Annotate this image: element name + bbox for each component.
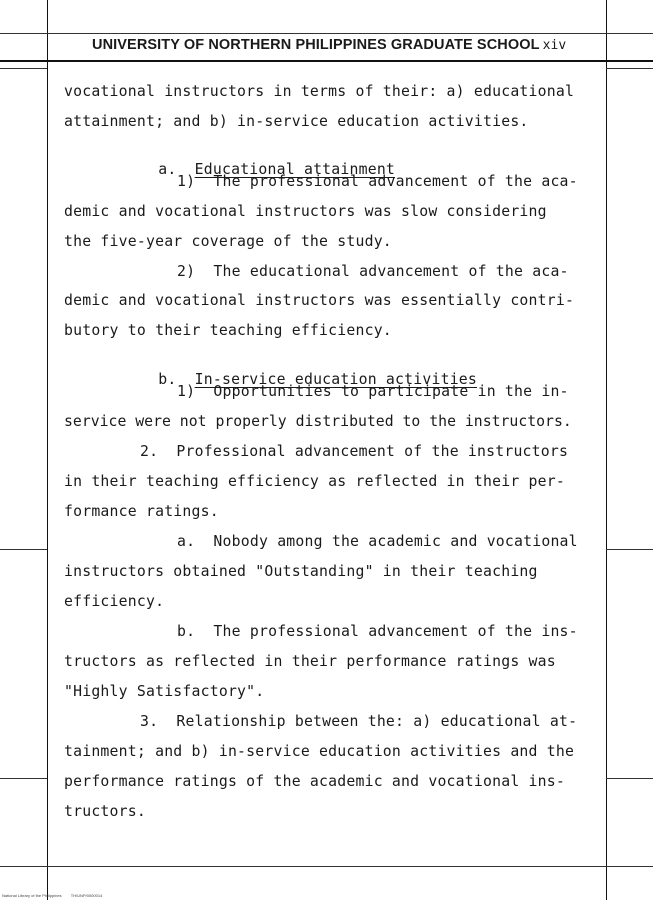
text-line: service were not properly distributed to the instructors.	[64, 413, 572, 430]
text-line: 3. Relationship between the: a) educational at-	[140, 713, 578, 730]
text-line: 2. Professional advancement of the instructors	[140, 443, 569, 460]
scan-credit	[2, 893, 102, 898]
text-line: "Highly Satisfactory".	[64, 683, 265, 700]
item-letter: b.	[158, 371, 177, 388]
text-line: formance ratings.	[64, 503, 219, 520]
page-number: xiv	[542, 38, 567, 53]
text-line: 2) The educational advancement of the aca-	[177, 263, 569, 280]
text-line: efficiency.	[64, 593, 165, 610]
text-line: instructors obtained "Outstanding" in their teaching	[64, 563, 538, 580]
text-line: vocational instructors in terms of their: a) educational	[64, 83, 575, 100]
right-vertical-rule	[606, 0, 607, 900]
text-line: the five-year coverage of the study.	[64, 233, 392, 250]
subheading-in-service: In-service education activities	[194, 371, 478, 388]
right-margin-mark-top	[606, 68, 653, 69]
text-line: tructors.	[64, 803, 146, 820]
item-letter: a.	[158, 161, 177, 178]
text-line: a. Nobody among the academic and vocational	[177, 533, 578, 550]
left-margin-mark-mid	[0, 549, 47, 550]
text-line: b. The professional advancement of the ins-	[177, 623, 578, 640]
left-vertical-rule	[47, 0, 48, 900]
text-line: in their teaching efficiency as reflected in their per-	[64, 473, 565, 490]
right-margin-mark-mid	[606, 549, 653, 550]
scan-code: TH/UNP/0000014	[70, 893, 103, 898]
text-line: tructors as reflected in their performance ratings was	[64, 653, 556, 670]
header-bottom-rule	[0, 60, 653, 62]
text-line: tainment; and b) in-service education activities and the	[64, 743, 575, 760]
text-line: performance ratings of the academic and vocational ins-	[64, 773, 565, 790]
text-line: 1) Opportunities to participate in the in-	[177, 383, 569, 400]
right-margin-mark-low	[606, 778, 653, 779]
text-line: butory to their teaching efficiency.	[64, 322, 392, 339]
left-margin-mark-top	[0, 68, 47, 69]
subheading-educational-attainment: Educational attainment	[194, 161, 396, 178]
text-line: demic and vocational instructors was essentially contri-	[64, 292, 575, 309]
text-line: demic and vocational instructors was slow considering	[64, 203, 547, 220]
left-margin-mark-low	[0, 778, 47, 779]
footer-rule	[0, 866, 653, 867]
text-line: 1) The professional advancement of the aca-	[177, 173, 578, 190]
header-top-rule	[0, 33, 653, 34]
page-header	[92, 37, 602, 53]
library-credit: National Library of the Philippines	[2, 893, 62, 898]
text-line: attainment; and b) in-service education activities.	[64, 113, 529, 130]
school-name: UNIVERSITY OF NORTHERN PHILIPPINES GRADUATE SCHOOL	[92, 37, 540, 53]
